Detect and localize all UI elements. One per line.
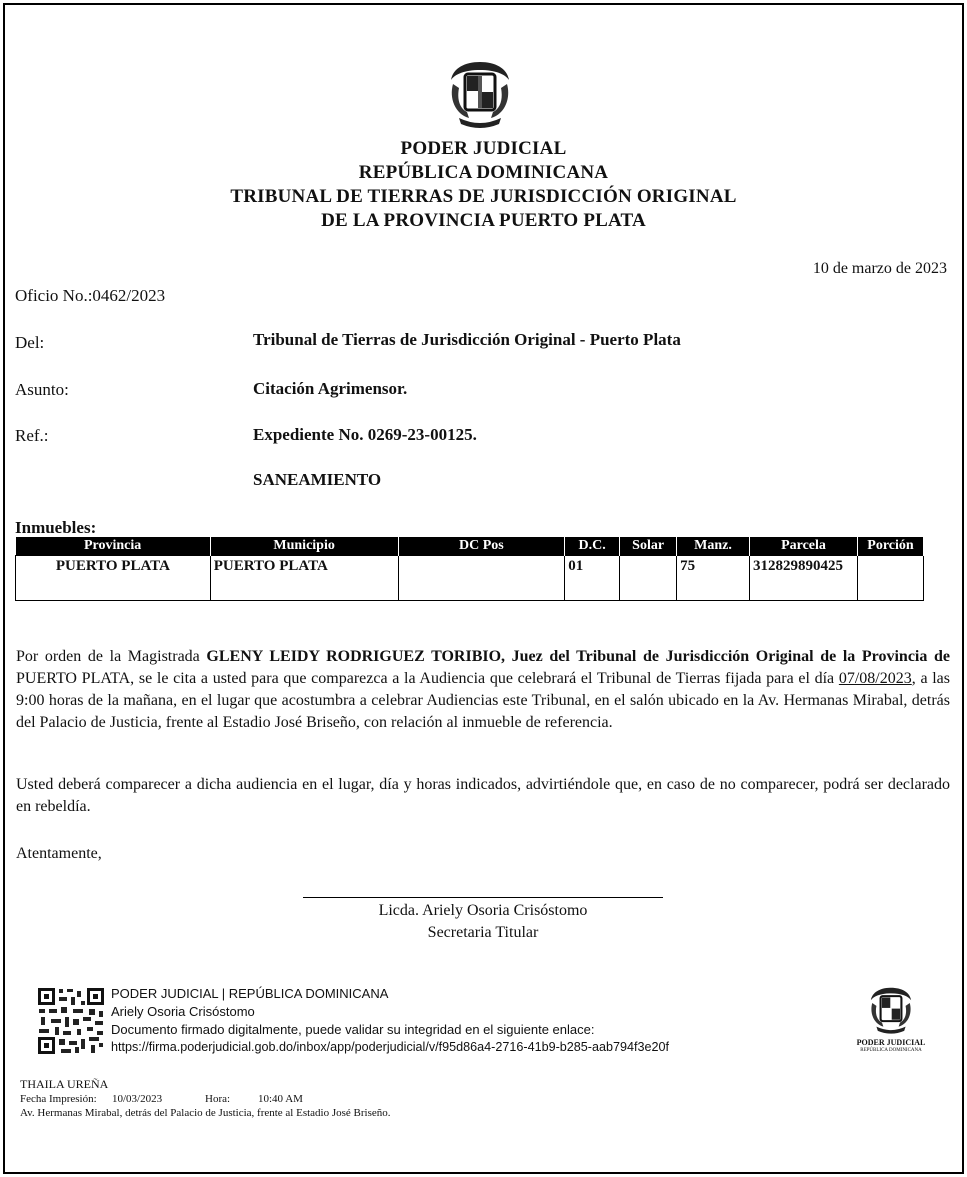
header-solar: Solar (620, 537, 677, 556)
footer-user: THAILA UREÑA (20, 1077, 109, 1091)
qr-code-icon (37, 987, 105, 1055)
logo-caption: PODER JUDICIAL (856, 1038, 926, 1047)
ref-label: Ref.: (15, 426, 49, 445)
cell-solar (620, 556, 677, 601)
logo-subcaption: REPÚBLICA DOMINICANA (860, 1048, 922, 1053)
signer-name: Licda. Ariely Osoria Crisóstomo (378, 902, 588, 919)
signature-line (303, 897, 663, 898)
inmuebles-table (15, 537, 924, 601)
header-municipio: Municipio (210, 537, 398, 556)
footer-address: Av. Hermanas Mirabal, detrás del Palacio de Justicia, frente al Estadio José Briseño. (20, 1107, 391, 1119)
footer-print-label: Fecha Impresión: (20, 1093, 97, 1105)
ref-value: Expediente No. 0269-23-00125. (253, 425, 477, 444)
footer-time-label: Hora: (205, 1093, 231, 1105)
asunto-value: Citación Agrimensor. (253, 379, 408, 398)
citation-text: PUERTO PLATA, se le cita a usted para que comparezca a la Audiencia que celebrará el Tribunal de Tierras fijada para el día (16, 670, 839, 687)
digital-sign-org: PODER JUDICIAL | REPÚBLICA DOMINICANA (111, 986, 389, 1001)
header-line-1: PODER JUDICIAL (400, 138, 567, 159)
oficio-number: Oficio No.:0462/2023 (15, 286, 166, 305)
header-manzana: Manz. (677, 537, 750, 556)
cell-parcela: 312829890425 (750, 556, 858, 601)
warning-paragraph: Usted deberá comparecer a dicha audiencia en el lugar, día y horas indicados, advirtiéndole que, en caso de no comparecer, podrá ser declarado en rebeldía. (16, 776, 950, 815)
signer-title: Secretaria Titular (427, 924, 539, 941)
closing: Atentamente, (16, 845, 102, 862)
cell-municipio: PUERTO PLATA (210, 556, 398, 601)
poder-judicial-logo-icon (866, 985, 916, 1035)
asunto-label: Asunto: (15, 380, 69, 399)
digital-signer: Ariely Osoria Crisóstomo (111, 1004, 255, 1019)
table-header-row (16, 537, 924, 556)
header-dc-pos: DC Pos (398, 537, 565, 556)
header-dc: D.C. (565, 537, 620, 556)
digital-sign-note: Documento firmado digitalmente, puede validar su integridad en el siguiente enlace: (111, 1022, 595, 1037)
header-parcela: Parcela (750, 537, 858, 556)
header-line-3: TRIBUNAL DE TIERRAS DE JURISDICCIÓN ORIGINAL (230, 186, 737, 207)
document-date: 10 de marzo de 2023 (812, 260, 947, 277)
cell-dc: 01 (565, 556, 620, 601)
cell-dc-pos (398, 556, 565, 601)
case-type: SANEAMIENTO (253, 470, 382, 489)
footer-time: 10:40 AM (258, 1093, 303, 1105)
table-row (16, 556, 924, 601)
coat-of-arms-icon (445, 58, 515, 130)
citation-details: , a las 9:00 horas de la mañana, en el lugar que acostumbra a celebrar Audiencias este Tribunal, en el salón ubicado en la Av. Hermanas Mirabal, detrás del Palacio de Justicia, frente al Estadio José Briseño, con relación al inmueble de referencia. (16, 670, 951, 731)
header-line-4: DE LA PROVINCIA PUERTO PLATA (321, 210, 646, 231)
del-value: Tribunal de Tierras de Jurisdicción Original - Puerto Plata (253, 330, 681, 349)
header-line-2: REPÚBLICA DOMINICANA (358, 162, 609, 183)
del-label: Del: (15, 333, 45, 352)
inmuebles-title: Inmuebles: (15, 518, 97, 537)
header-provincia: Provincia (16, 537, 211, 556)
judge-name: GLENY LEIDY RODRIGUEZ TORIBIO, Juez del Tribunal de Jurisdicción Original de la Provincia de (206, 648, 950, 665)
citation-paragraph (16, 646, 950, 734)
footer-print-date: 10/03/2023 (112, 1093, 163, 1105)
hearing-date: 07/08/2023 (838, 670, 912, 687)
validation-link[interactable]: https://firma.poderjudicial.gob.do/inbox/app/poderjudicial/v/f95d86a4-2716-41b9-b285-aab794f3e20f (111, 1040, 670, 1054)
header-porcion: Porción (857, 537, 923, 556)
cell-manzana: 75 (677, 556, 750, 601)
citation-intro: Por orden de la Magistrada (16, 648, 207, 665)
cell-porcion (857, 556, 923, 601)
cell-provincia: PUERTO PLATA (16, 556, 211, 601)
